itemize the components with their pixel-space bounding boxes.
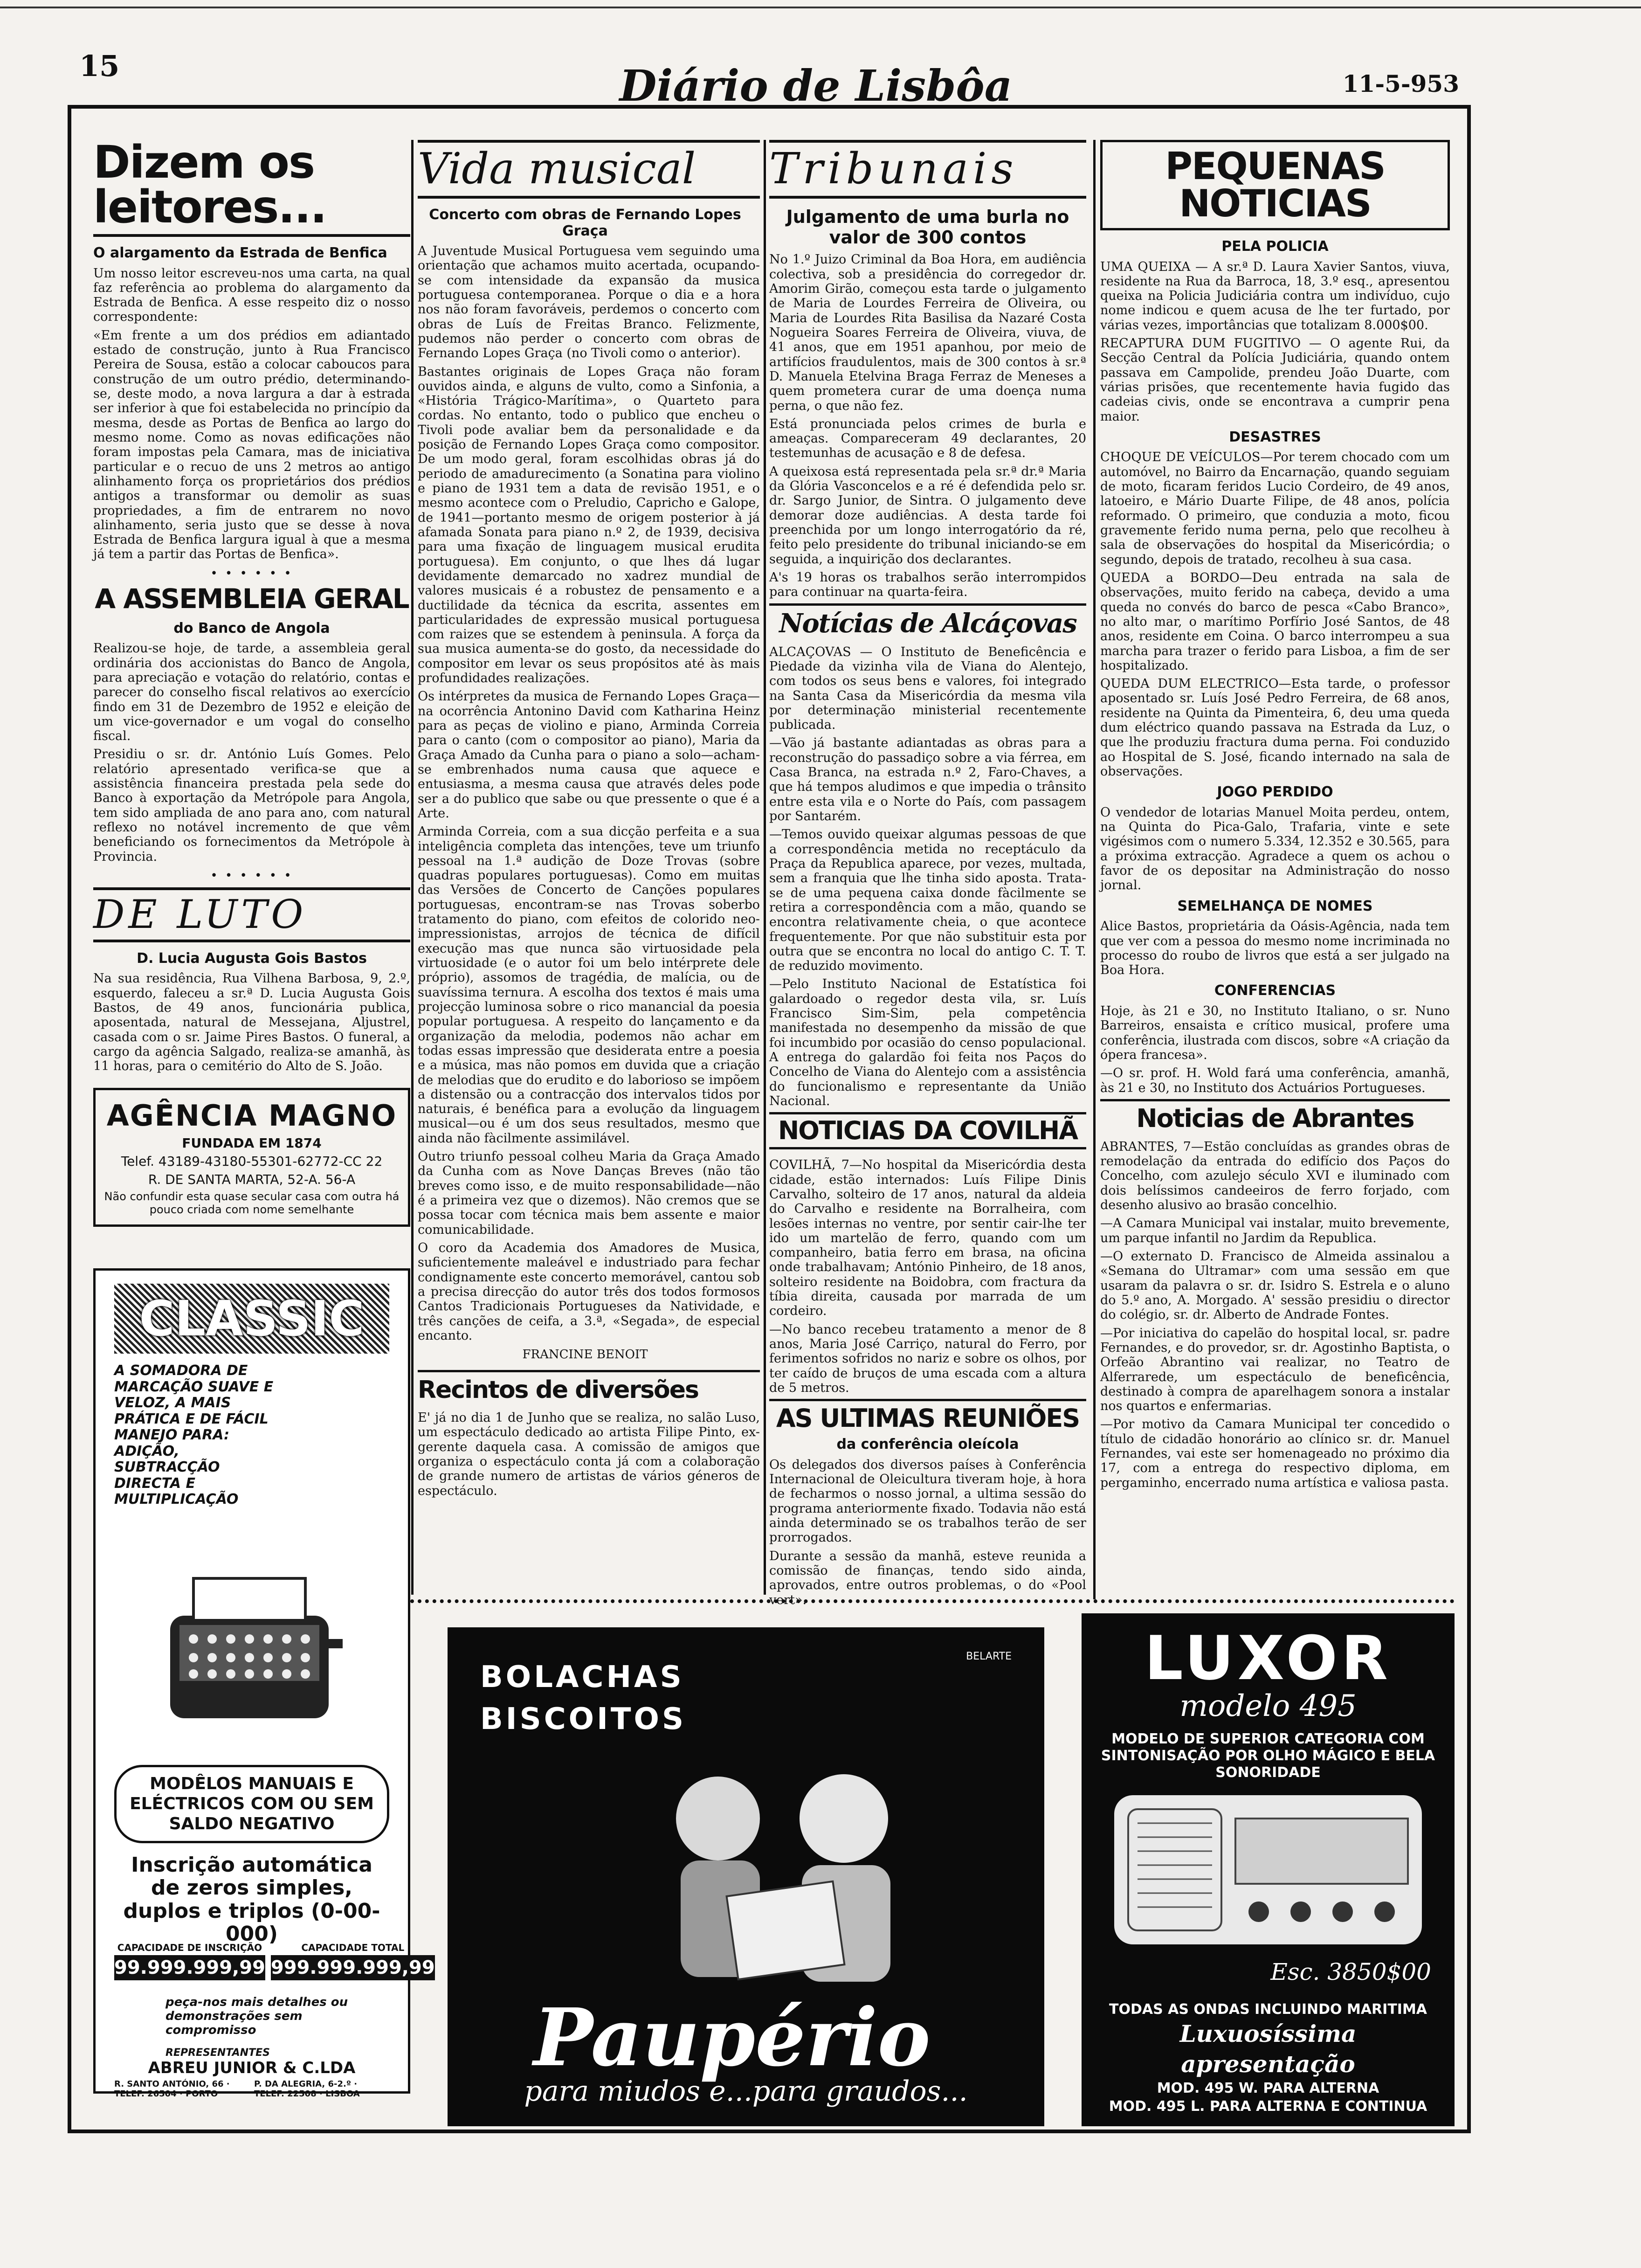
article-paragraph: Durante a sessão da manhã, esteve reunida a comissão de finanças, tendo sido ainda, aprovados, entre outros problemas, o do «Pool vert». [769,1549,1086,1607]
article-paragraph: A Juventude Musical Portuguesa vem seguindo uma orientação que achamos muito acertada, ocupando-se com intensidade da expansão da musica portuguesa contemporanea. Porque o dia e a hora nos não foram favoráveis, perdemos o concerto com obras de Luís de Freitas Branco. Felizmente, pudemos não perder o concerto com obras de Fernando Lopes Graça (no Tivoli como o anterior). [418,244,760,361]
ad-tagline: para miudos e...para graudos... [524,2075,968,2108]
article-paragraph: Os intérpretes da musica de Fernando Lopes Graça—na ocorrência Antonino David com Katharina Heinz para as peças de violino e piano, Arminda Correia para o canto (com o compositor ao piano), Maria da Graça Amado da Cunha para o piano a solo—acham-se embrenhados numa causa que aquece e entusiasma, a mesma causa que através deles pode ser a do publico que sabe ou que pressente o que é a Arte. [418,689,760,821]
ad-line: Telef. 43189-43180-55301-62772-CC 22 [121,1153,383,1169]
news-subheading: CONFERENCIAS [1214,982,1336,999]
news-paragraph: —A Camara Municipal vai instalar, muito brevemente, um parque infantil no Jardim da Republica. [1100,1216,1450,1245]
dotted-divider [410,1599,1455,1608]
article-paragraph: Presidiu o sr. dr. António Luís Gomes. Pelo relatório apresentado verifica-se que a assistência financeira prestada pela sede do Banco à exportação da Metrópole para Angola, tem sido ampliada de ano para ano, com natural reflexo no notável incremento de que vêm beneficiando os fornecimentos da Metrópole à Provincia. [93,747,410,864]
ad-credit: BELARTE [966,1651,1012,1662]
article-heading: Julgamento de uma burla no valor de 300 contos [786,207,1069,248]
capacity-label: CAPACIDADE TOTAL [301,1942,405,1953]
column-rule [764,140,766,1595]
page-number: 15 [79,49,120,83]
news-paragraph: —Por iniciativa do capelão do hospital local, sr. padre Fernandes, e do provedor, sr. dr. Agostinho Baptista, o Orfeão Abrantino vai realizar, no Teatro de Alferrarede, um espectáculo de beneficência, destinado à compra de aparelhagem sonora a instalar nos quartos e enfermarias. [1100,1326,1450,1414]
article-paragraph: A's 19 horas os trabalhos serão interrompidos para continuar na quarta-feira. [769,570,1086,600]
capacity-label: CAPACIDADE DE INSCRIÇÃO [117,1942,262,1953]
article-heading: A ASSEMBLEIA GERAL [95,582,409,615]
article-paragraph: Outro triunfo pessoal colheu Maria da Graça Amado da Cunha com as Nove Danças Breves (não tão breves como isso, e de muito responsabilidade—não é a primeira vez que o dizemos). Não cremos que se possa tocar com técnica mais bem assente e maior comunicabilidade. [418,1149,760,1237]
separator: • • • • • • [210,566,293,581]
article-heading: NOTICIAS DA COVILHÃ [769,1112,1086,1149]
ad-brand: Paupério [533,1991,931,2084]
column-rule [1093,140,1096,1599]
article-paragraph: Está pronunciada pelos crimes de burla e ameaças. Compareceram 49 declarantes, 20 testemunhas de acusação e 8 de defesa. [769,416,1086,461]
article-paragraph: Um nosso leitor escreveu-nos uma carta, na qual faz referência ao problema do alargamento da Estrada de Benfica. A esse respeito diz o nosso correspondente: [93,266,410,325]
news-paragraph: —O externato D. Francisco de Almeida assinalou a «Semana do Ultramar» com uma sessão em que usaram da palavra o sr. dr. Isidro S. Estrela e o aluno do 5.º ano, A. Morgado. A' sessão presidiu o director do colégio, sr. dr. Alberto de Andrade Fontes. [1100,1249,1450,1322]
news-paragraph: O vendedor de lotarias Manuel Moita perdeu, ontem, na Quinta do Pica-Galo, Trafaria, vinte e sete vigésimos com o numero 5.334, 12.352 e 30.565, para a próxima extracção. Agradece a quem os achou o favor de os depositar na Administração do nosso jornal. [1100,805,1450,893]
news-subheading: PELA POLICIA [1221,238,1329,255]
section-title-courts: Tribunais [769,140,1086,199]
article-paragraph: —Temos ouvido queixar algumas pessoas de que a correspondência metida no receptáculo da Praça da Republica aparece, por vezes, multada, sem a franquia que lhe tinha sido aposta. Trata-se de uma pequena caixa donde fàcilmente se retira a correspondência com a mão, quando se encontra relativamente cheia, o que acontece frequentemente. Por que não substituir esta por outra que se encontra no local do antigo C. T. T. de reduzido movimento. [769,827,1086,974]
reps-title: ABREU JUNIOR & C.LDA [148,2059,356,2077]
article-subheading: da conferência oleícola [836,1436,1019,1453]
section-title-short-news: PEQUENAS NOTICIAS [1100,140,1450,230]
column-1 [93,136,410,1216]
ad-line: R. DE SANTA MARTA, 52-A. 56-A [148,1171,356,1187]
article-signature: FRANCINE BENOIT [522,1348,648,1362]
ad-footer-line: Luxuosíssima apresentação [1179,2020,1357,2078]
section-title-music: Vida musical [418,140,760,199]
article-subheading: do Banco de Angola [173,620,330,636]
news-paragraph: UMA QUEIXA — A sr.ª D. Laura Xavier Santos, viuva, residente na Rua da Barroca, 18, 3.º esq., apresentou queixa na Policia Judiciária contra um indivíduo, cujo nome indicou e quem acusa de lhe ter furtado, por várias vezes, importâncias que totalizam 8.000$00. [1100,259,1450,332]
ad-classic [93,1268,435,2099]
article-subheading: D. Lucia Augusta Gois Bastos [137,950,367,967]
masthead: Diário de Lisbôa [619,61,1013,111]
article-heading: DE LUTO [93,887,410,942]
news-paragraph: Hoje, às 21 e 30, no Instituto Italiano, o sr. Nuno Barreiros, ensaista e crítico musical, profere uma conferência, ilustrada com discos, sobre «A criação da ópera francesa». [1100,1003,1450,1062]
article-paragraph: A queixosa está representada pela sr.ª dr.ª Maria da Glória Vasconcelos e a ré é defendida pelo sr. dr. Sargo Junior, de Sintra. O julgamento deve demorar doze audiências. A desta tarde foi preenchida por um longo interrogatório da ré, feito pelo presidente do tribunal iniciando-se em seguida, a inquirição dos declarantes. [769,464,1086,567]
article-heading: Concerto com obras de Fernando Lopes Graça [429,207,741,239]
column-4 [1100,140,1450,1725]
article-paragraph: —Pelo Instituto Nacional de Estatística foi galardoado o regedor desta vila, sr. Luís Francisco Sim-Sim, pela competência manifestada no desempenho da missão de que foi incumbido por ocasião do censo populacional. A entrega do galardão foi feita nos Paços do Concelho de Viana do Alentejo com a assistência do funcionalismo e representante da União Nacional. [769,977,1086,1108]
article-heading: Notícias de Alcáçovas [769,603,1086,636]
article-paragraph: COVILHÃ, 7—No hospital da Misericórdia desta cidade, estão internados: Luís Filipe Dinis Carvalho, solteiro de 17 anos, natural da aldeia do Carvalho e residente na Borralheira, com lesões internas no ventre, por sentir cair-lhe ter ido um martelão de ferro, quando com um companheiro, batia ferro em brasa, na oficina onde trabalhavam; António Pinheiro, de 18 anos, solteiro residente na Boidobra, com fractura da tíbia direita, causada por marrada de um cordeiro. [769,1158,1086,1319]
news-paragraph: ABRANTES, 7—Estão concluídas as grandes obras de remodelação da entrada do edifício dos Paços do Concelho, com azulejo século XVI e iluminado com dois belíssimos candeeiros de ferro forjado, com desenho alusivo ao brasão concelhio. [1100,1139,1450,1213]
news-paragraph: —Por motivo da Camara Municipal ter concedido o título de cidadão honorário ao clínico sr. dr. Manuel Fernandes, vai este ser homenageado no próximo dia 17, com a entrega do respectivo diploma, em pergaminho, encerrado numa artística e valiosa pasta. [1100,1417,1450,1490]
ad-pauperio [448,1627,1044,2126]
column-2 [410,140,760,1511]
issue-date: 11-5-953 [1342,70,1459,97]
ad-line: Não confundir esta quase secular casa com outra há pouco criada com nome semelhante [104,1189,400,1216]
ad-line: BISCOITOS [480,1702,687,1736]
news-subheading: SEMELHANÇA DE NOMES [1177,898,1373,914]
reps-addresses [114,2079,389,2099]
article-paragraph: Na sua residência, Rua Vilhena Barbosa, 9, 2.º, esquerdo, faleceu a sr.ª D. Lucia Augusta Gois Bastos, de 49 anos, funcionária publica, aposentada, natural de Messejana, Aljustrel, casada com o sr. Jaime Pires Bastos. O funeral, a cargo da agência Salgado, realiza-se amanhã, às 11 horas, para o cemitério do Alto de S. João. [93,971,410,1074]
reps-address-porto: R. SANTO ANTÓNIO, 66 · TELEF. 26504 · PORTO [114,2079,230,2099]
article-paragraph: E' já no dia 1 de Junho que se realiza, no salão Luso, um espectáculo dedicado ao artista Filipe Pinto, ex-gerente daquela casa. A comissão de amigos que organiza o espectáculo conta já com a colaboração de grande numero de artistas de vários géneros de espectáculo. [418,1411,760,1498]
capacity-value: 999.999.999,99 [271,1955,435,1980]
ad-zeros: Inscrição automática de zeros simples, duplos e triplos (0-00-000) [123,1853,380,1946]
news-paragraph: Alice Bastos, proprietária da Oásis-Agência, nada tem que ver com a pessoa do mesmo nome incriminada no processo do roubo de livros que está a ser julgado na Boa Hora. [1100,919,1450,978]
children-illustration-icon [625,1749,951,1991]
capacity-inscription [114,1942,265,1980]
ad-description: MODELO DE SUPERIOR CATEGORIA COM SINTONISAÇÃO POR OLHO MÁGICO E BELA SONORIDADE [1101,1731,1435,1781]
ad-footer-line: MOD. 495 L. PARA ALTERNA E CONTINUA [1109,2098,1427,2115]
ad-line: FUNDADA EM 1874 [182,1135,322,1151]
ad-agencia-magno [93,1088,410,1227]
adding-machine-icon [152,1560,347,1737]
section-title-readers: Dizem os leitores... [93,140,410,237]
ad-logo: CLASSIC [114,1284,389,1354]
ad-price: Esc. 3850$00 [1270,1958,1431,1985]
news-subheading: JOGO PERDIDO [1217,784,1333,801]
article-heading: Noticias de Abrantes [1100,1099,1450,1131]
news-paragraph: QUEDA DUM ELECTRICO—Esta tarde, o professor aposentado sr. Luís José Pedro Ferreira, de 68 anos, residente na Quinta da Pimenteira, 6, deu uma queda dum eléctrico quando passava na Estrada da Luz, o que lhe produziu fractura duma perna. Foi conduzido ao Hospital de S. José, ficando internado na sala de observações. [1100,677,1450,779]
column-3 [769,140,1086,1763]
ad-brand: LUXOR [1145,1623,1392,1694]
ad-models: MODÊLOS MANUAIS E ELÉCTRICOS COM OU SEM SALDO NEGATIVO [114,1765,389,1843]
ad-blurb: A SOMADORA DE MARCAÇÃO SUAVE E VELOZ, A MAIS PRÁTICA E DE FÁCIL MANEJO PARA: ADIÇÃO, SUBTRACÇÃO DIRECTA E MULTIPLICAÇÃO [114,1362,274,1507]
reps-label: REPRESENTANTES [165,2047,270,2059]
news-paragraph: RECAPTURA DUM FUGITIVO — O agente Rui, da Secção Central da Polícia Judiciária, quando ontem passava em Campolide, prendeu João Duarte, com várias prisões, que recentemente havia fugido das cadeias civis, onde se encontrava a cumprir pena maior. [1100,336,1450,424]
ad-luxor [1082,1613,1455,2126]
article-paragraph: Os delegados dos diversos países à Conferência Internacional de Oleicultura tiveram hoje, à hora de fecharmos o nosso jornal, a ultima sessão do programa anteriormente fixado. Todavia não está ainda determinado se os trabalhos terão de ser prorrogados. [769,1457,1086,1545]
news-paragraph: QUEDA a BORDO—Deu entrada na sala de observações, muito ferido na cabeça, devido a uma queda no convés do barco de pesca «Cabo Branco», no alto mar, o marítimo Porfírio José Santos, de 48 anos, residente em Coina. O barco interrompeu a sua marcha para trazer o ferido para Lisboa, a fim de ser hospitalizado. [1100,570,1450,673]
article-paragraph: —No banco recebeu tratamento a menor de 8 anos, Maria José Carriço, natural do Ferro, por ferimentos sofridos no nariz e sobre os olhos, por ter caído de bruços de uma escada com a altura de 5 metros. [769,1322,1086,1395]
capacity-total [271,1942,435,1980]
ad-footer [1096,2000,1441,2116]
article-paragraph: Bastantes originais de Lopes Graça não foram ouvidos ainda, e alguns de vulto, como a Sinfonia, a «História Trágico-Marítima», o Quarteto para cordas. No entanto, todo o publico que encheu o Tivoli pode avaliar bem da personalidade e da posição de Fernando Lopes Graça como compositor. De um modo geral, foram escolhidas obras já do periodo de amadurecimento (a Sonatina para violino e piano de 1931 tem a data de revisão 1951, e o mesmo acontece com o Preludio, Capricho e Galope, de 1941—portanto mesmo de origem posterior à já afamada Sonata para piano n.º 2, de 1939, decisiva para uma fixação de linguagem musical erudita portuguesa). Em conjunto, o que lhes dá lugar devidamente demarcado no xadrez mundial de valores musicais é a robustez de pensamento e a ductilidade da técnica da escrita, assentes em particularidades de expressão musical portuguesa com raizes que se estendem à peninsula. A força da sua musica aumenta-se do gosto, da necessidade do compositor em levar os seus propósitos até às mais profundidades realizações. [418,364,760,686]
news-subheading: DESASTRES [1229,429,1321,445]
separator: • • • • • • [210,868,293,883]
capacity-value: 99.999.999,99 [114,1955,265,1980]
radio-icon [1110,1791,1427,1949]
article-paragraph: —Vão já bastante adiantadas as obras para a reconstrução do passadiço sobre a via férrea, em Casa Branca, na estrada n.º 2, Faro-Chaves, a que há tempos aludimos e que impedia o trânsito entre esta vila e o Norte do País, com passagem por Santarém. [769,736,1086,823]
article-paragraph: «Em frente a um dos prédios em adiantado estado de construção, junto à Rua Francisco Pereira de Sousa, estão a colocar caboucos para construção de um outro prédio, determinando-se, deste modo, a nova largura a dar à estrada ser inferior à que foi estabelecida no princípio da mesma, desde as Portas de Benfica ao largo do mesmo nome. Como as novas edificações não foram impostas pela Camara, mas de iniciativa particular e o recuo de uns 2 metros ao antigo alinhamento força os proprietários dos prédios antigos a transformar ou demolir as suas propriedades, a fim de entrarem no novo alinhamento, seria justo que se desse à nova Estrada de Benfica largura igual à que a mesma já tem a partir das Portas de Benfica». [93,328,410,562]
reps-address-lisboa: P. DA ALEGRIA, 6-2.º · TELEF. 22508 · LISBOA [254,2079,360,2099]
top-rule [0,7,1641,8]
ad-demo: peça-nos mais detalhes ou demonstrações sem compromisso [165,1995,348,2037]
article-heading: O alargamento da Estrada de Benfica [93,245,387,261]
article-paragraph: ALCAÇOVAS — O Instituto de Beneficência e Piedade da vizinha vila de Viana do Alentejo, com todos os seus bens e valores, foi integrado na Santa Casa da Misericórdia da mesma vila por determinação ministerial recentemente publicada. [769,644,1086,733]
ad-representatives [114,2047,389,2099]
article-paragraph: Arminda Correia, com a sua dicção perfeita e a sua inteligência completa das intenções, teve um triunfo pessoal na 1.ª audição de Doze Trovas (sobre quadras populares portuguesas). Como em muitas das Versões de Concerto de Canções populares portuguesas, encontram-se nas Trovas soberbo tratamento do piano, com efeitos de colorido neo-impressionistas, arrojos de técnica de difícil execução mas que nunca são virtuosidade pela virtuosidade (e o autor foi um belo intérprete dele próprio), assomos de tragédia, de malícia, ou de suavíssima ternura. A escolha dos textos é mais uma projecção luminosa sobre o rico manancial da poesia popular portuguesa. A respeito do lançamento e da organização da melodia, podemos não achar em todas essas impressão que desiderata entre a poesia e a música, mas não pomos em duvida que a criação de melodias que do erudito e do laborioso se impõem a distensão ou a contracção dos intervalos tidos por naturais, é benéfica para a evolução da linguagem musical—ou é um dos seus resultados, mesmo que ainda não fàcilmente assimilável. [418,824,760,1146]
ad-footer-line: MOD. 495 W. PARA ALTERNA [1157,2080,1379,2096]
article-heading: Recintos de diversões [418,1370,760,1402]
article-paragraph: O coro da Academia dos Amadores de Musica, suficientemente maleável e industriado para fechar condignamente este concerto memorável, cantou sob a precisa direcção do autor três dos todos formosos Cantos Tradicionais Portugueses da Natividade, e três canções de ceifa, a 3.ª, «Segada», de especial encanto. [418,1240,760,1343]
ad-line: BOLACHAS [480,1660,684,1694]
ad-model: modelo 495 [1179,1689,1357,1723]
article-paragraph: No 1.º Juizo Criminal da Boa Hora, em audiência colectiva, sob a presidência do corregedor dr. Amorim Girão, começou esta tarde o julgamento de Maria de Lourdes Ferreira de Oliveira, ou Maria de Lourdes Rita Basilisa da Nazaré Costa Nogueira Soares Ferreira de Oliveira, viuva, de 41 anos, que em 1951 apanhou, por meio de artifícios fraudulentos, mais de 300 contos à sr.ª D. Manuela Etelvina Braga Ferraz de Meneses a quem prometera curar de uma doença numa perna, o que não fez. [769,252,1086,413]
ad-footer-line: TODAS AS ONDAS INCLUINDO MARITIMA [1109,2001,1427,2018]
article-heading: AS ULTIMAS REUNIÕES [769,1399,1086,1431]
article-paragraph: Realizou-se hoje, de tarde, a assembleia geral ordinária dos accionistas do Banco de Angola, para apreciação e votação do relatório, contas e parecer do conselho fiscal relativos ao exercício findo em 31 de Dezembro de 1952 e eleição de um vice-governador e um vogal do conselho fiscal. [93,641,410,744]
news-paragraph: —O sr. prof. H. Wold fará uma conferência, amanhã, às 21 e 30, no Instituto dos Actuários Portugueses. [1100,1066,1450,1095]
news-paragraph: CHOQUE DE VEÍCULOS—Por terem chocado com um automóvel, no Bairro da Encarnação, quando seguiam de moto, ficaram feridos Lucio Cordeiro, de 49 anos, latoeiro, e Mário Duarte Filipe, de 48 anos, polícia reformado. O primeiro, que conduzia a moto, ficou gravemente ferido numa perna, pelo que recolheu à sala de observações do hospital da Misericórdia; o segundo, depois de tratado, recolheu à sua casa. [1100,450,1450,567]
ad-title: AGÊNCIA MAGNO [106,1098,397,1133]
ad-capacities [114,1942,435,1980]
